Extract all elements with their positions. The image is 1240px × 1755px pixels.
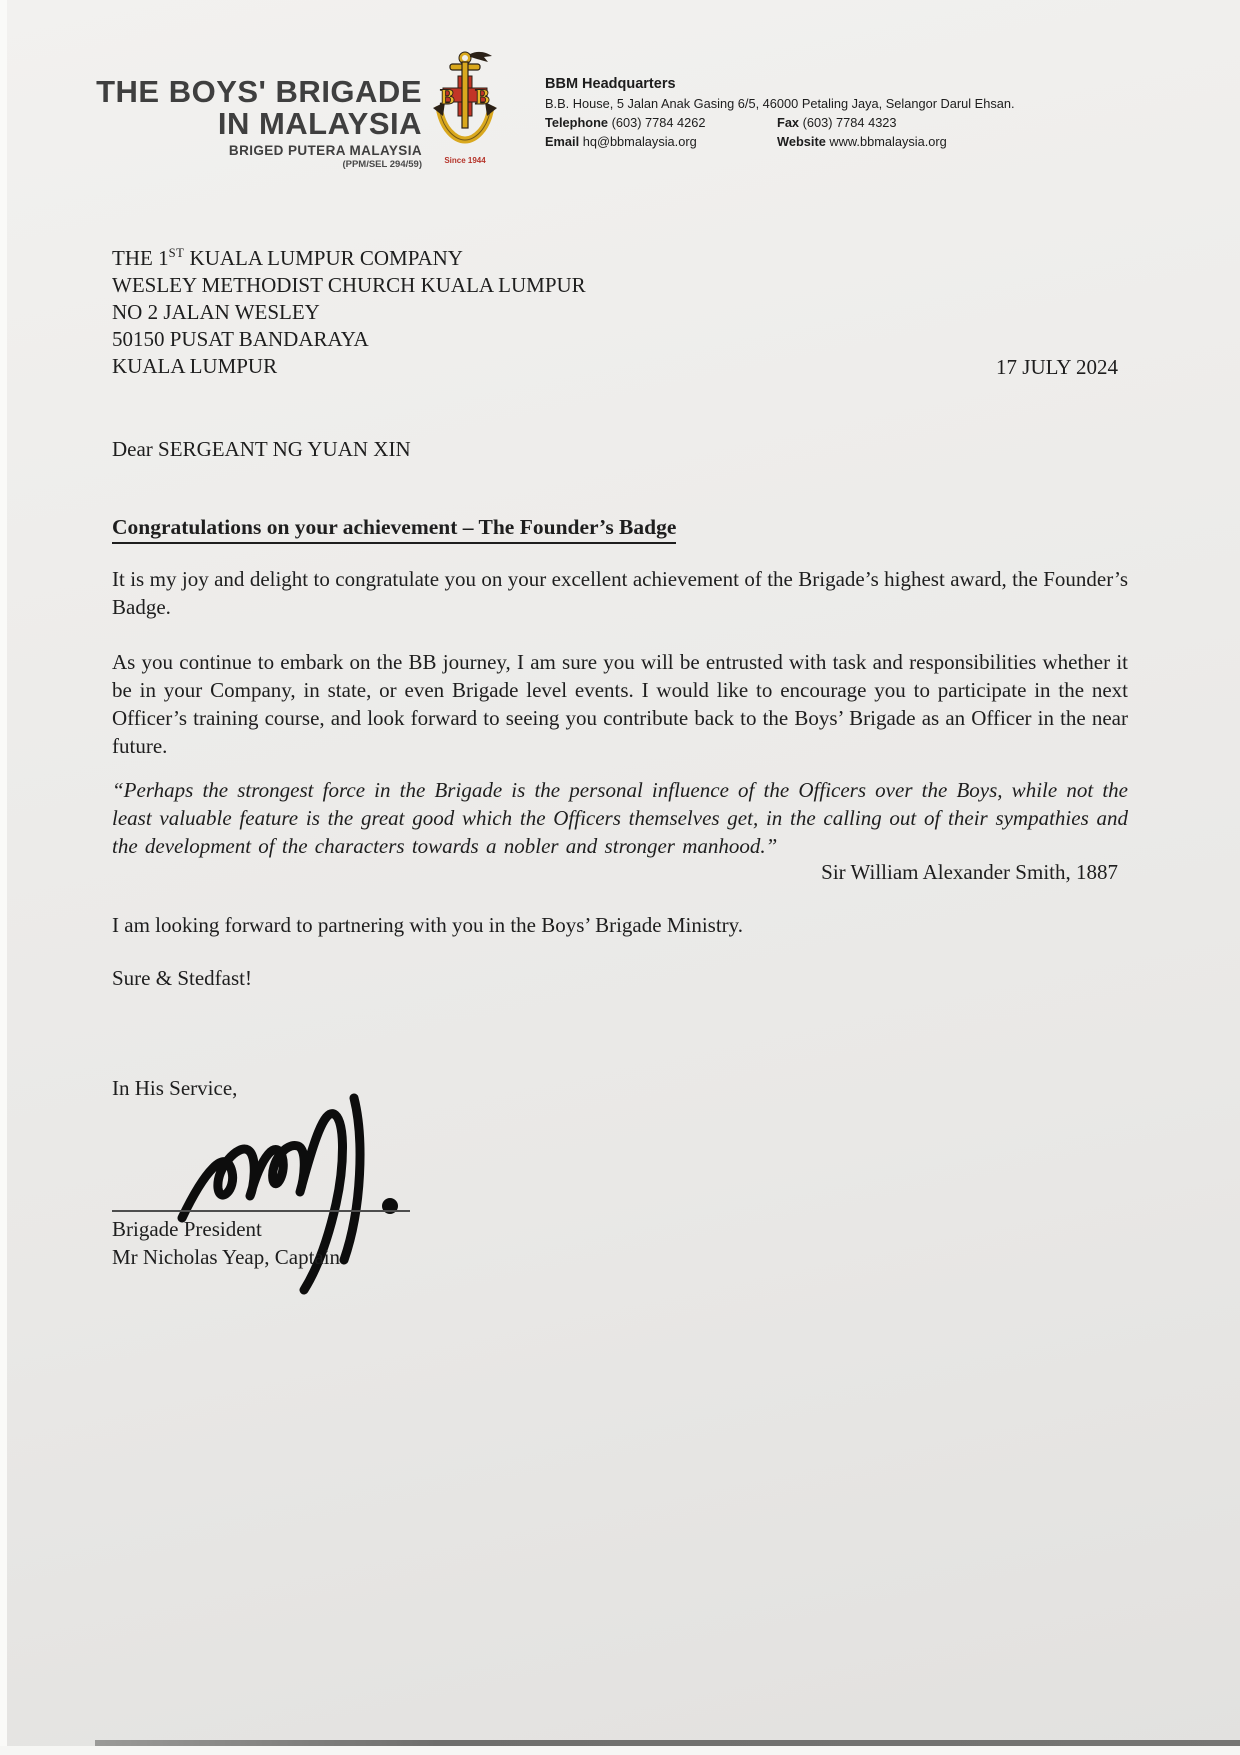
website-value: www.bbmalaysia.org: [829, 134, 947, 149]
salutation: Dear SERGEANT NG YUAN XIN: [112, 437, 411, 461]
letterhead-contact-block: [545, 76, 1065, 149]
hq-telephone: [545, 115, 777, 130]
letterhead-org-name: [96, 76, 422, 170]
recipient-line-2: WESLEY METHODIST CHURCH KUALA LUMPUR: [112, 273, 586, 297]
hq-email: [545, 134, 777, 149]
svg-text:B: B: [440, 84, 455, 109]
recipient-line1-ordinal: ST: [168, 246, 185, 260]
recipient-line-3: NO 2 JALAN WESLEY: [112, 300, 320, 324]
hq-email-website-row: [545, 134, 1065, 149]
fax-value: (603) 7784 4323: [802, 115, 897, 130]
recipient-line1-pre: THE 1: [112, 246, 169, 270]
svg-text:B: B: [475, 84, 490, 109]
scan-edge-bottom: [0, 1746, 1240, 1755]
org-registration-number: (PPM/SEL 294/59): [342, 159, 422, 170]
signer-name: Mr Nicholas Yeap, Captain: [112, 1245, 341, 1269]
hq-fax: [777, 115, 897, 130]
hq-website: [777, 134, 947, 149]
valediction: In His Service,: [112, 1076, 238, 1100]
website-label: Website: [777, 134, 826, 149]
signature-underline: [112, 1210, 410, 1212]
letter-date: 17 JULY 2024: [996, 355, 1118, 379]
scan-edge-left: [0, 0, 7, 1755]
email-value: hq@bbmalaysia.org: [582, 134, 697, 149]
paragraph-1: It is my joy and delight to congratulate you on your excellent achievement of the Brigade’s highest award, the Founder’s Badge.: [112, 567, 1128, 619]
closing-motto: Sure & Stedfast!: [112, 966, 252, 990]
email-label: Email: [545, 134, 580, 149]
recipient-line-5: KUALA LUMPUR: [112, 354, 278, 378]
signer-title: Brigade President: [112, 1217, 262, 1241]
paragraph-3: I am looking forward to partnering with you in the Boys’ Brigade Ministry.: [112, 913, 744, 937]
org-name-line1: THE BOYS' BRIGADE: [96, 74, 422, 109]
telephone-value: (603) 7784 4262: [611, 115, 706, 130]
founder-quote: “Perhaps the strongest force in the Brigade is the personal influence of the Officers over the Boys, while not the least valuable feature is the great good which the Officers themselves get, in the calling out of their sympathies and the development of the characters towards a nobler and stronger manhood.”: [112, 778, 1128, 858]
paragraph-2: As you continue to embark on the BB journey, I am sure you will be entrusted with task and responsibilities whether it be in your Company, in state, or even Brigade level events. I would like to encourage you to participate in the next Officer’s training course, and look forward to seeing you contribute back to the Boys’ Brigade as an Officer in the near future.: [112, 650, 1128, 758]
recipient-line-1: [112, 240, 812, 272]
anchor-crest-icon: [430, 50, 500, 150]
fax-label: Fax: [777, 115, 800, 130]
logo-since-label: Since 1944: [444, 156, 486, 165]
recipient-line-4: 50150 PUSAT BANDARAYA: [112, 327, 369, 351]
hq-phone-fax-row: [545, 115, 1065, 130]
subject-line-wrap: [112, 515, 1128, 544]
recipient-line1-post: KUALA LUMPUR COMPANY: [184, 246, 463, 270]
telephone-label: Telephone: [545, 115, 609, 130]
quote-attribution: Sir William Alexander Smith, 1887: [821, 860, 1118, 884]
bb-crest-logo: [430, 50, 500, 165]
hq-title: BBM Headquarters: [545, 76, 676, 92]
org-name-line2: IN MALAYSIA: [217, 106, 422, 141]
org-subtitle: BRIGED PUTERA MALAYSIA: [228, 143, 422, 158]
hq-address: B.B. House, 5 Jalan Anak Gasing 6/5, 46000 Petaling Jaya, Selangor Darul Ehsan.: [545, 96, 1015, 111]
subject-line: Congratulations on your achievement – The Founder’s Badge: [112, 515, 676, 544]
